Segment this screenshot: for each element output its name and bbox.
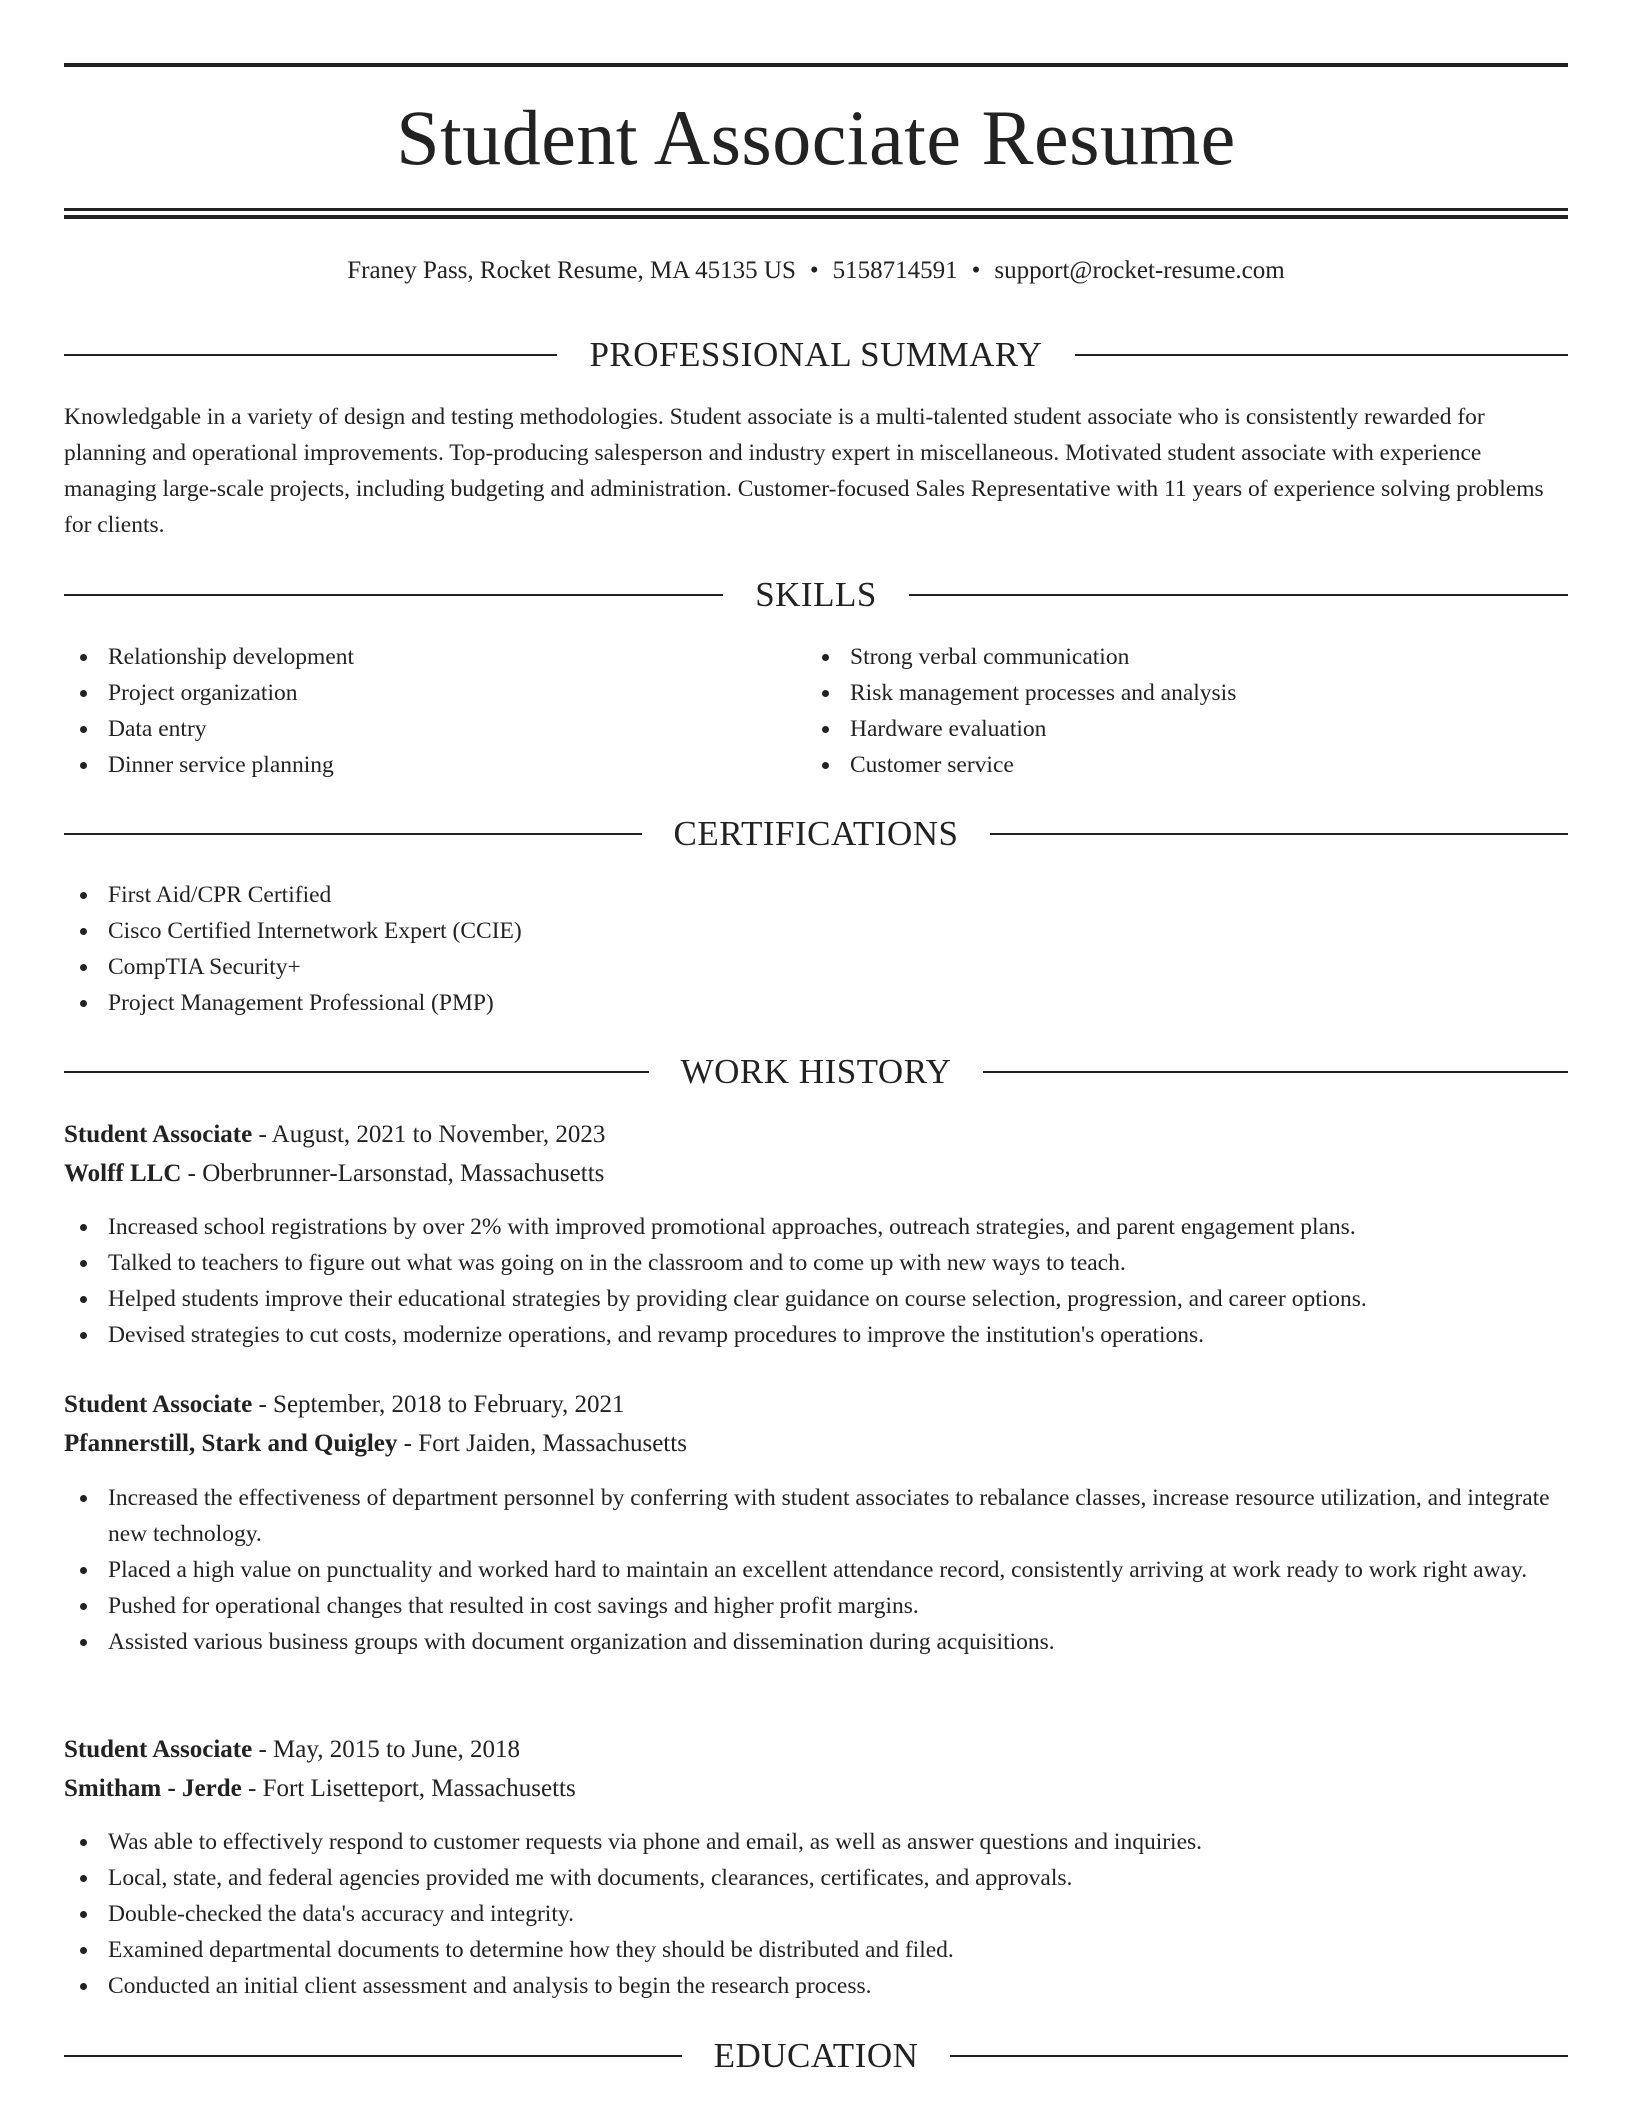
job-company: Smitham - Jerde bbox=[64, 1775, 242, 1802]
skills-list-right bbox=[806, 639, 1568, 783]
heading-rule-right bbox=[990, 833, 1568, 835]
education-heading bbox=[64, 2034, 1568, 2078]
skills-heading bbox=[64, 573, 1568, 617]
skill-item: Data entry bbox=[64, 711, 804, 747]
skill-item: Risk management processes and analysis bbox=[806, 675, 1568, 711]
certification-item: First Aid/CPR Certified bbox=[64, 877, 1568, 913]
contact-line bbox=[64, 254, 1568, 288]
contact-address: Franey Pass, Rocket Resume, MA 45135 US bbox=[347, 257, 796, 284]
skills-heading-label: SKILLS bbox=[755, 575, 877, 614]
job-company-line: Wolff LLC - Oberbrunner-Larsonstad, Massachusetts bbox=[64, 1160, 605, 1187]
summary-heading-label: PROFESSIONAL SUMMARY bbox=[589, 335, 1043, 374]
certifications-heading-label: CERTIFICATIONS bbox=[673, 814, 959, 853]
skill-item: Project organization bbox=[64, 675, 804, 711]
work-heading bbox=[64, 1050, 1568, 1094]
certification-item: CompTIA Security+ bbox=[64, 949, 1568, 985]
heading-rule-left bbox=[64, 594, 723, 596]
job-title: Student Associate bbox=[64, 1391, 253, 1418]
certifications-list bbox=[64, 877, 1568, 1021]
skill-item: Customer service bbox=[806, 747, 1568, 783]
skills-list-left bbox=[64, 639, 804, 783]
education-heading-label: EDUCATION bbox=[713, 2036, 919, 2075]
skill-item: Dinner service planning bbox=[64, 747, 804, 783]
job-dates: August, 2021 to November, 2023 bbox=[271, 1121, 606, 1148]
contact-email: support@rocket-resume.com bbox=[994, 257, 1285, 284]
heading-rule-right bbox=[950, 2055, 1568, 2057]
heading-rule-left bbox=[64, 833, 642, 835]
summary-text: Knowledgable in a variety of design and testing methodologies. Student associate is a multi-talented student associate who is consistently rewarded for planning and operational improvements. Top-producing salesperson and industry expert in miscellaneous. Motivated student associate with experience managing large-scale projects, including budgeting and administration. Customer-focused Sales Representative with 11 years of experience solving problems for clients. bbox=[64, 404, 1544, 538]
skill-item: Strong verbal communication bbox=[806, 639, 1568, 675]
job-location: Fort Jaiden, Massachusetts bbox=[418, 1430, 687, 1457]
job-bullet: Local, state, and federal agencies provided me with documents, clearances, certificates, and approvals. bbox=[64, 1860, 1568, 1896]
job-bullet: Was able to effectively respond to customer requests via phone and email, as well as answer questions and inquiries. bbox=[64, 1824, 1568, 1860]
heading-rule-right bbox=[909, 594, 1568, 596]
job-bullets bbox=[64, 1209, 1568, 1353]
heading-rule-left bbox=[64, 354, 557, 356]
heading-rule-right bbox=[983, 1071, 1568, 1073]
job-location: Fort Lisetteport, Massachusetts bbox=[262, 1775, 576, 1802]
job-dates: May, 2015 to June, 2018 bbox=[273, 1736, 521, 1763]
page-title: Student Associate Resume bbox=[396, 94, 1236, 181]
job-bullets bbox=[64, 1824, 1568, 2004]
summary-heading bbox=[64, 333, 1568, 377]
contact-separator: • bbox=[971, 257, 981, 284]
certification-item: Cisco Certified Internetwork Expert (CCIE) bbox=[64, 913, 1568, 949]
skill-item: Relationship development bbox=[64, 639, 804, 675]
contact-phone: 5158714591 bbox=[832, 257, 958, 284]
job-location: Oberbrunner-Larsonstad, Massachusetts bbox=[202, 1160, 605, 1187]
work-heading-label: WORK HISTORY bbox=[680, 1052, 952, 1091]
job-company: Wolff LLC bbox=[64, 1160, 182, 1187]
top-rule bbox=[64, 63, 1568, 67]
heading-rule-left bbox=[64, 2055, 682, 2057]
job-bullet: Placed a high value on punctuality and worked hard to maintain an excellent attendance record, consistently arriving at work ready to work right away. bbox=[64, 1552, 1568, 1588]
skill-item: Hardware evaluation bbox=[806, 711, 1568, 747]
job-bullet: Helped students improve their educational strategies by providing clear guidance on course selection, progression, and career options. bbox=[64, 1281, 1568, 1317]
job-bullet: Double-checked the data's accuracy and integrity. bbox=[64, 1896, 1568, 1932]
job-bullet: Examined departmental documents to determine how they should be distributed and filed. bbox=[64, 1932, 1568, 1968]
job-bullet: Increased school registrations by over 2% with improved promotional approaches, outreach strategies, and parent engagement plans. bbox=[64, 1209, 1568, 1245]
heading-rule-right bbox=[1075, 354, 1568, 356]
job-company-line: Pfannerstill, Stark and Quigley - Fort Jaiden, Massachusetts bbox=[64, 1430, 687, 1457]
job-bullet: Assisted various business groups with document organization and dissemination during acquisitions. bbox=[64, 1624, 1568, 1660]
job-company-line: Smitham - Jerde - Fort Lisetteport, Massachusetts bbox=[64, 1775, 576, 1802]
job-bullets bbox=[64, 1480, 1568, 1660]
certifications-heading bbox=[64, 812, 1568, 856]
job-bullet: Increased the effectiveness of department personnel by conferring with student associates to rebalance classes, increase resource utilization, and integrate new technology. bbox=[64, 1480, 1568, 1552]
heading-rule-left bbox=[64, 1071, 649, 1073]
job-title: Student Associate bbox=[64, 1736, 253, 1763]
certification-item: Project Management Professional (PMP) bbox=[64, 985, 1568, 1021]
title-double-rule bbox=[64, 208, 1568, 219]
job-bullet: Pushed for operational changes that resulted in cost savings and higher profit margins. bbox=[64, 1588, 1568, 1624]
job-company: Pfannerstill, Stark and Quigley bbox=[64, 1430, 398, 1457]
job-bullet: Devised strategies to cut costs, modernize operations, and revamp procedures to improve the institution's operations. bbox=[64, 1317, 1568, 1353]
job-dates: September, 2018 to February, 2021 bbox=[273, 1391, 625, 1418]
job-title-line: Student Associate - September, 2018 to February, 2021 bbox=[64, 1391, 625, 1418]
job-title-line: Student Associate - August, 2021 to November, 2023 bbox=[64, 1121, 606, 1148]
job-bullet: Conducted an initial client assessment and analysis to begin the research process. bbox=[64, 1968, 1568, 2004]
job-title: Student Associate bbox=[64, 1121, 253, 1148]
job-bullet: Talked to teachers to figure out what was going on in the classroom and to come up with new ways to teach. bbox=[64, 1245, 1568, 1281]
job-title-line: Student Associate - May, 2015 to June, 2018 bbox=[64, 1736, 521, 1763]
contact-separator: • bbox=[809, 257, 819, 284]
